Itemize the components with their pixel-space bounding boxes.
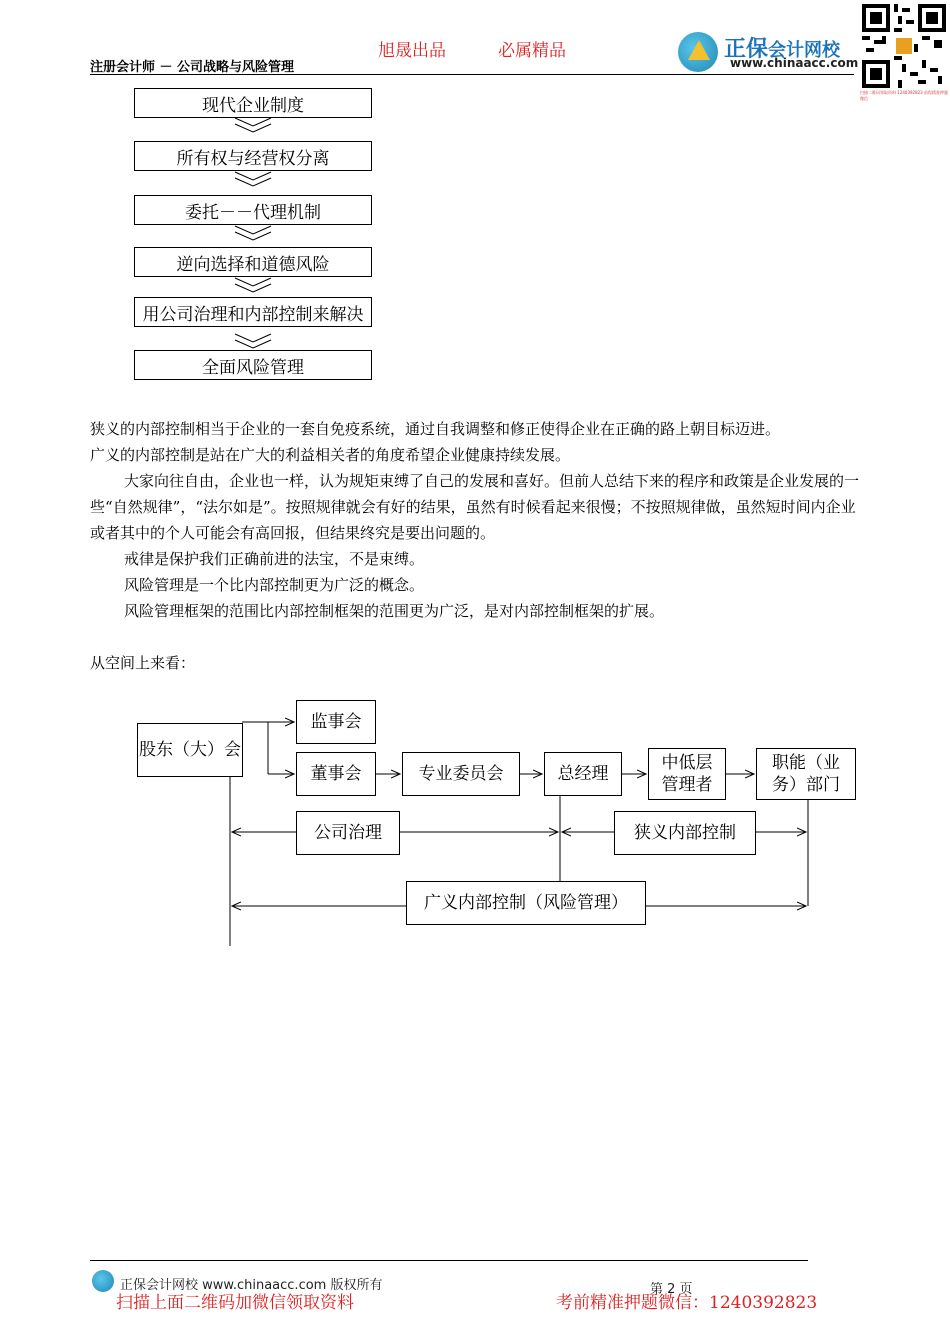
- flow-step-3: 委托－－代理机制: [134, 195, 372, 225]
- space-intro: 从空间上来看：: [90, 654, 196, 672]
- paragraph: 戒律是保护我们正确前进的法宝，不是束缚。: [124, 550, 425, 568]
- paragraph: 狭义的内部控制相当于企业的一套自免疫系统，通过自我调整和修正使得企业在正确的路上朝目标迈进。: [90, 420, 781, 438]
- logo-sub: 会计网校: [768, 40, 841, 61]
- paragraph: 广义的内部控制是站在广大的利益相关者的角度希望企业健康持续发展。: [90, 446, 571, 464]
- paragraph: 大家向往自由，企业也一样，认为规矩束缚了自己的发展和喜好。但前人总结下来的程序和政策是企业发展的一些“自然规律”，“法尔如是”。按照规律就会有好的结果，虽然有时候看起来很慢；不按照规律做，虽然短时间内企业或者其中的个人可能会有高回报，但结果终究是要出问题的。: [90, 472, 860, 542]
- box-mid-management: 中低层管理者: [648, 748, 726, 800]
- paragraph: 风险管理框架的范围比内部控制框架的范围更为广泛，是对内部控制框架的扩展。: [124, 602, 665, 620]
- footer-logo-icon: [92, 1270, 114, 1292]
- logo-url: www.chinaacc.com: [730, 56, 859, 70]
- flow-step-1: 现代企业制度: [134, 88, 372, 118]
- box-general-manager: 总经理: [544, 752, 622, 796]
- flow-step-6: 全面风险管理: [134, 350, 372, 380]
- box-broad-internal-control: 广义内部控制（风险管理）: [406, 881, 646, 925]
- logo-name: 正保: [724, 37, 769, 62]
- box-narrow-internal-control: 狭义内部控制: [614, 811, 756, 855]
- box-committee: 专业委员会: [402, 752, 520, 796]
- page-number: 第 2 页: [650, 1282, 693, 1297]
- qr-caption: 扫描二维码领取资料 1240392823 前程精准押题微信: [860, 90, 948, 101]
- course-title: 注册会计师 － 公司战略与风险管理: [90, 60, 295, 75]
- box-supervisors: 监事会: [296, 700, 376, 744]
- paragraph: 风险管理是一个比内部控制更为广泛的概念。: [124, 576, 425, 594]
- flow-step-2: 所有权与经营权分离: [134, 141, 372, 171]
- box-corporate-governance: 公司治理: [296, 811, 400, 855]
- flow-step-4: 逆向选择和道德风险: [134, 247, 372, 277]
- header-tag-2: 必属精品: [498, 41, 566, 61]
- footer-divider: [90, 1260, 808, 1261]
- footer-promo-left: 扫描上面二维码加微信领取资料: [116, 1293, 354, 1313]
- footer-promo-right: 考前精准押题微信：1240392823: [556, 1293, 818, 1313]
- footer-copyright: 正保会计网校 www.chinaacc.com 版权所有: [120, 1278, 383, 1293]
- box-shareholders: 股东（大）会: [137, 723, 243, 777]
- flow-step-5: 用公司治理和内部控制来解决: [134, 297, 372, 327]
- box-functional-dept: 职能（业务）部门: [756, 748, 856, 800]
- box-board: 董事会: [296, 752, 376, 796]
- header-tag-1: 旭晟出品: [378, 41, 446, 61]
